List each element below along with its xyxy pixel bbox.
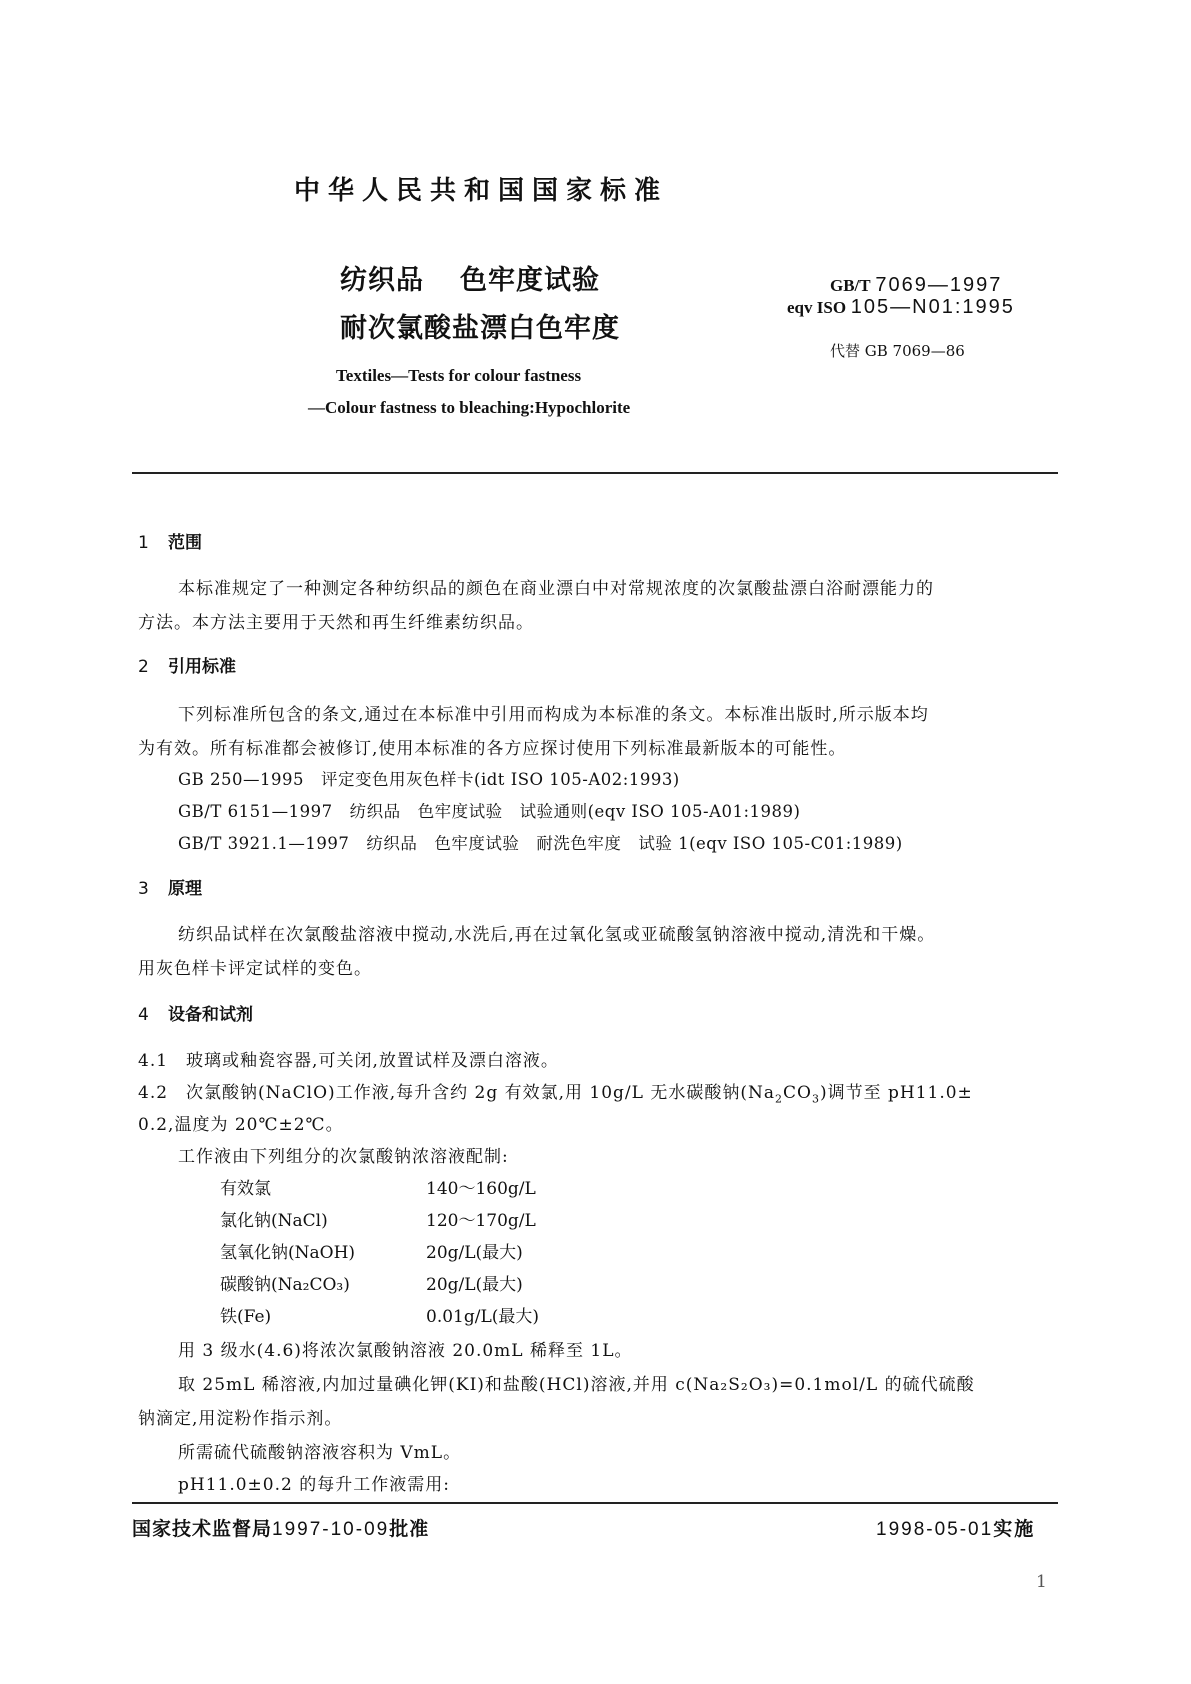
section-title: 引用标准: [168, 657, 236, 677]
approval-date: 1997-10-09: [272, 1519, 390, 1540]
section-3-heading: [138, 874, 202, 899]
eqv-code: 105—N01:1995: [850, 296, 1015, 318]
section-number: 2: [138, 657, 149, 677]
standard-code: 7069—1997: [875, 274, 1003, 296]
item-4-2-text-b: CO: [783, 1083, 812, 1103]
item-4-2-line1: 4.2 次氯酸钠(NaClO)工作液,每升含约 2g 有效氯,用 10g/L 无水碳酸钠$(Na_2CO_3)$调节至 pH11.0±: [138, 1083, 973, 1106]
reference-standard: GB/T 6151—1997 纺织品 色牢度试验 试验通则(eqv ISO 105-A01:1989): [178, 802, 801, 821]
component-value: 140～160g/L: [426, 1179, 536, 1199]
reference-standard: GB/T 3921.1—1997 纺织品 色牢度试验 耐洗色牢度 试验 1(eqv ISO 105-C01:1989): [178, 834, 903, 853]
section-3-text-line1: 纺织品试样在次氯酸盐溶液中搅动,水洗后,再在过氧化氢或亚硫酸氢钠溶液中搅动,清洗和干燥。: [178, 925, 936, 945]
component-value: 0.01g/L(最大): [426, 1307, 540, 1327]
dilution-instruction: 用 3 级水(4.6)将浓次氯酸钠溶液 20.0mL 稀释至 1L。: [178, 1341, 633, 1361]
effective-suffix: 实施: [993, 1518, 1036, 1540]
item-4-2-text-a: 4.2 次氯酸钠(NaClO)工作液,每升含约 2g 有效氯,用 10g/L 无水碳酸钠(Na: [138, 1083, 775, 1103]
per-liter-requirement: pH11.0±0.2 的每升工作液需用:: [178, 1475, 450, 1495]
required-volume: 所需硫代硫酸钠溶液容积为 VmL。: [178, 1443, 462, 1463]
component-name: 碳酸钠(Na₂CO₃): [220, 1275, 350, 1295]
title-cn-part-a: 纺织品: [340, 265, 424, 296]
footer-divider: [132, 1502, 1058, 1504]
reference-standard: GB 250—1995 评定变色用灰色样卡(idt ISO 105-A02:1993): [178, 770, 680, 789]
standard-number: [830, 274, 1002, 297]
section-4-heading: [138, 1000, 253, 1025]
effective-date: 1998-05-01: [876, 1519, 994, 1540]
section-2-text-line1: 下列标准所包含的条文,通过在本标准中引用而构成为本标准的条文。本标准出版时,所示版本均: [178, 705, 929, 725]
section-1-text-line2: 方法。本方法主要用于天然和再生纤维素纺织品。: [138, 613, 534, 633]
section-number: 1: [138, 533, 149, 553]
section-title: 范围: [168, 533, 202, 553]
title-cn-line1: [340, 258, 600, 297]
section-number: 3: [138, 879, 149, 899]
component-name: 铁(Fe): [220, 1307, 272, 1327]
titration-line2: 钠滴定,用淀粉作指示剂。: [138, 1409, 343, 1429]
page-number: 1: [1036, 1572, 1047, 1592]
item-4-2-line2: 0.2,温度为 20℃±2℃。: [138, 1115, 344, 1135]
section-number: 4: [138, 1005, 149, 1025]
item-4-2-text-c: )调节至 pH11.0±: [819, 1083, 973, 1103]
title-cn-part-b: 色牢度试验: [460, 265, 600, 296]
titration-line1: 取 25mL 稀溶液,内加过量碘化钾(KI)和盐酸(HCl)溶液,并用 c(Na₂S₂O₃)=0.1mol/L 的硫代硫酸: [178, 1375, 975, 1395]
section-title: 原理: [168, 879, 202, 899]
approval-org: 国家技术监督局: [132, 1518, 273, 1540]
component-value: 20g/L(最大): [426, 1243, 523, 1263]
title-en-line2: —Colour fastness to bleaching:Hypochlorite: [308, 398, 631, 417]
effective-info: [876, 1514, 1035, 1541]
approval-suffix: 批准: [389, 1518, 430, 1540]
component-name: 氯化钠(NaCl): [220, 1211, 328, 1231]
component-value: 20g/L(最大): [426, 1275, 523, 1295]
title-en-line1: Textiles—Tests for colour fastness: [336, 366, 582, 385]
standard-prefix: GB/T: [830, 276, 871, 295]
eqv-prefix: eqv ISO: [787, 298, 847, 317]
section-2-heading: [138, 652, 236, 677]
national-standard-heading: 中华人民共和国国家标准: [294, 176, 669, 206]
equivalent-standard: [787, 296, 1015, 319]
approval-info: [132, 1514, 429, 1541]
title-cn-line2: 耐次氯酸盐漂白色牢度: [340, 313, 620, 344]
section-title: 设备和试剂: [168, 1005, 253, 1025]
item-4-1: 4.1 玻璃或釉瓷容器,可关闭,放置试样及漂白溶液。: [138, 1051, 559, 1071]
section-2-text-line2: 为有效。所有标准都会被修订,使用本标准的各方应探讨使用下列标准最新版本的可能性。: [138, 739, 847, 759]
section-1-heading: [138, 528, 202, 553]
preparation-intro: 工作液由下列组分的次氯酸钠浓溶液配制:: [178, 1147, 509, 1167]
section-3-text-line2: 用灰色样卡评定试样的变色。: [138, 959, 372, 979]
header-divider: [132, 472, 1058, 474]
section-1-text-line1: 本标准规定了一种测定各种纺织品的颜色在商业漂白中对常规浓度的次氯酸盐漂白浴耐漂能力的: [178, 579, 934, 599]
replaces-standard: 代替 GB 7069—86: [830, 342, 965, 360]
component-name: 有效氯: [220, 1179, 271, 1199]
component-name: 氢氧化钠(NaOH): [220, 1243, 356, 1263]
component-value: 120～170g/L: [426, 1211, 536, 1231]
